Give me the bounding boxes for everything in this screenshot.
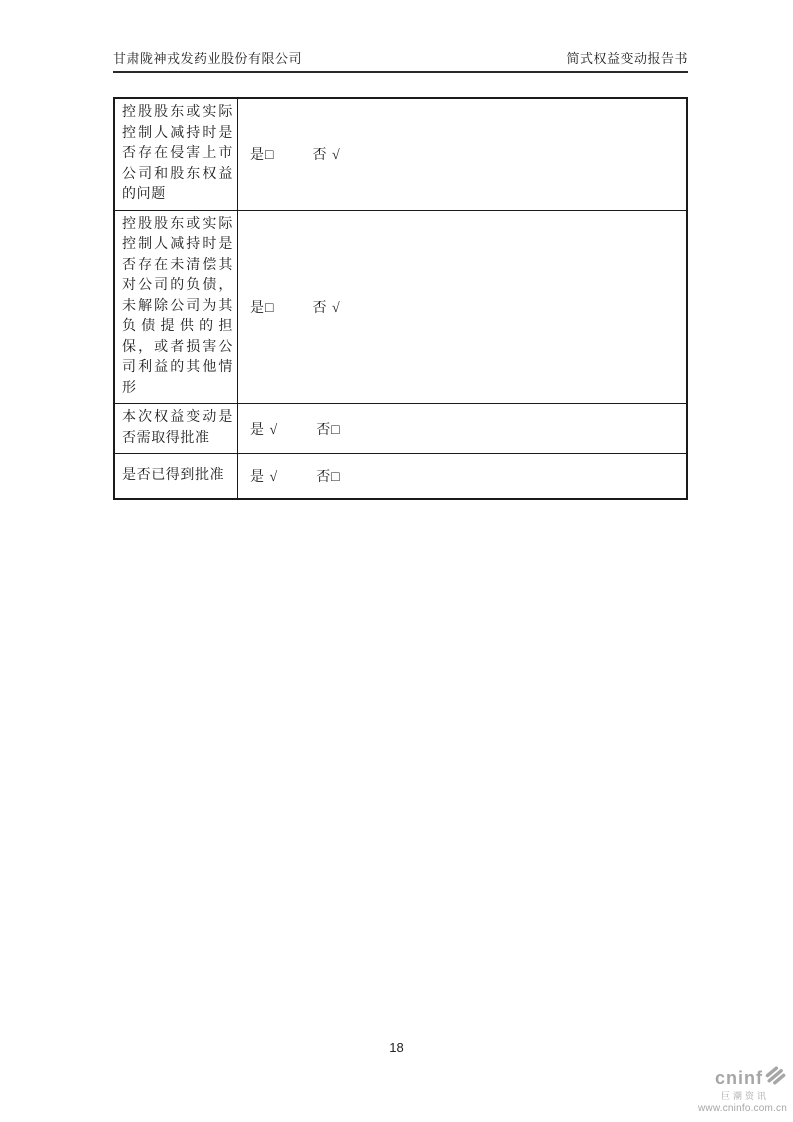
page-number: 18 bbox=[389, 1040, 404, 1055]
table-row bbox=[115, 210, 686, 404]
page-header bbox=[113, 48, 688, 67]
no-checkmark: 否 √ bbox=[312, 148, 341, 164]
cninf-wordmark: cninf bbox=[715, 1068, 763, 1089]
cninf-logo bbox=[667, 1066, 787, 1114]
row-question-text: 本次权益变动是否需取得批准 bbox=[122, 410, 233, 446]
row-question bbox=[115, 211, 238, 404]
header-doc-title: 简式权益变动报告书 bbox=[566, 51, 688, 66]
row-answer bbox=[238, 211, 686, 404]
row-answer bbox=[238, 99, 686, 210]
row-question bbox=[115, 99, 238, 210]
no-checkmark: 否 √ bbox=[312, 300, 341, 316]
table-row bbox=[115, 99, 686, 210]
cninf-logo-top bbox=[667, 1066, 787, 1091]
yes-checkmark: 是 √ bbox=[250, 470, 279, 485]
cninf-website: www.cninfo.com.cn bbox=[698, 1102, 787, 1114]
yes-checkmark: 是 √ bbox=[250, 422, 279, 438]
row-question-text: 控股股东或实际控制人减持时是否存在未清偿其对公司的负债，未解除公司为其负债提供的担保，或者损害公司利益的其他情形 bbox=[122, 216, 233, 396]
table-row bbox=[115, 403, 686, 453]
table-row bbox=[115, 453, 686, 498]
cninf-chinese-name: 巨潮资讯 bbox=[720, 1091, 769, 1102]
row-answer bbox=[238, 454, 686, 498]
row-question bbox=[115, 454, 238, 498]
no-checkbox: 否□ bbox=[316, 470, 341, 485]
row-question-text: 是否已得到批准 bbox=[122, 467, 225, 483]
yes-checkbox: 是□ bbox=[250, 300, 275, 316]
approval-table bbox=[113, 97, 688, 500]
row-question bbox=[115, 404, 238, 453]
header-divider bbox=[113, 71, 688, 73]
header-company-name: 甘肃陇神戎发药业股份有限公司 bbox=[113, 51, 303, 66]
row-question-text: 控股股东或实际控制人减持时是否存在侵害上市公司和股东权益的问题 bbox=[122, 105, 233, 202]
cninf-swirl-icon bbox=[765, 1066, 787, 1091]
row-answer bbox=[238, 404, 686, 453]
yes-checkbox: 是□ bbox=[250, 148, 275, 164]
no-checkbox: 否□ bbox=[316, 422, 341, 438]
